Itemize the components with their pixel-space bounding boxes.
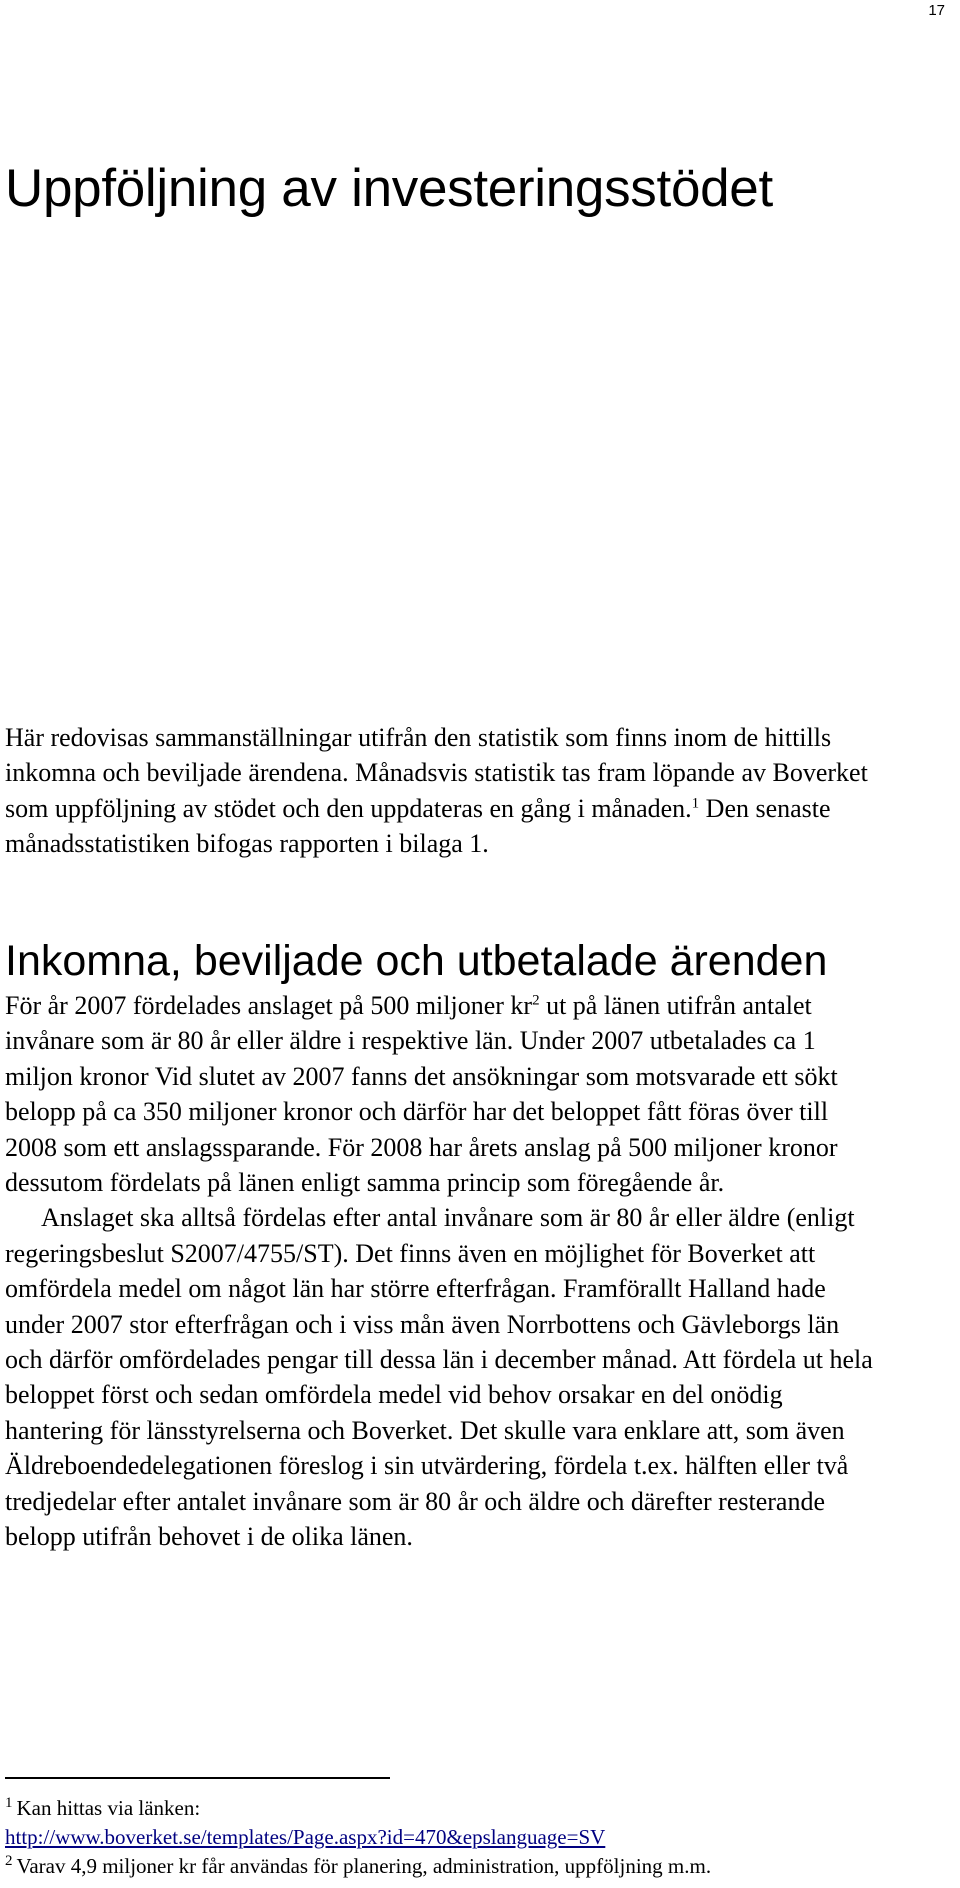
p1-text-before: För år 2007 fördelades anslaget på 500 miljoner kr: [5, 991, 533, 1020]
footnote-ref-2[interactable]: 2: [532, 992, 540, 1009]
body-paragraph-2: Anslaget ska alltså fördelas efter antal invånare som är 80 år eller äldre (enligt regeringsbeslut S2007/4755/ST). Det finns även en möjlighet för Boverket att omfördela medel om något län har större efterfrågan. Framförallt Halland hade under 2007 stor efterfrågan och i viss mån även Norrbottens och Gävleborgs län och därför omfördelades pengar till dessa län i december månad. Att fördela ut hela beloppet först och sedan omfördela medel vid behov orsakar en del onödig hantering för länsstyrelserna och Boverket. Det skulle vara enklare att, som även Äldreboendedelegationen föreslog i sin utvärdering, fördela t.ex. hälften eller två tredjedelar efter antalet invånare som är 80 år och äldre och därefter resterande belopp utifrån behovet i de olika länen.: [5, 1203, 873, 1552]
section-heading: Inkomna, beviljade och utbetalade ärenden: [5, 937, 828, 985]
page-number: 17: [928, 2, 945, 19]
footnote-1-mark: 1: [5, 1795, 13, 1811]
footnote-1: [5, 1794, 945, 1823]
page-title: Uppföljning av investeringsstödet: [5, 159, 773, 218]
intro-paragraph: [5, 720, 875, 862]
intro-text-after: Den senaste månadsstatistiken bifogas rapporten i bilaga 1.: [5, 793, 831, 859]
footnote-1-text: Kan hittas via länken:: [16, 1796, 201, 1820]
footnotes: [5, 1794, 945, 1881]
section-body: [5, 988, 875, 1555]
intro-text-before: Här redovisas sammanställningar utifrån den statistik som finns inom de hittills inkomna och beviljade ärendena. Månadsvis statistik tas fram löpande av Boverket som uppföljning av stödet och den uppdateras en gång i månaden.: [5, 723, 868, 823]
boverket-link[interactable]: http://www.boverket.se/templates/Page.aspx?id=470&epslanguage=SV: [5, 1825, 606, 1849]
body-paragraph-1: [5, 988, 875, 1200]
footnote-1-link-line: [5, 1823, 945, 1852]
p1-text-after: ut på länen utifrån antalet invånare som är 80 år eller äldre i respektive län. Under 2007 utbetalades ca 1 miljon kronor Vid slutet av 2007 fanns det ansökningar som motsvarade ett sökt belopp på ca 350 miljoner kronor och därför har det beloppet fått föras över till 2008 som ett anslagssparande. För 2008 har årets anslag på 500 miljoner kronor dessutom fördelats på länen enligt samma princip som föregående år.: [5, 991, 838, 1198]
footnote-2: [5, 1852, 945, 1881]
footnote-ref-1[interactable]: 1: [691, 795, 700, 812]
footnote-2-text: Varav 4,9 miljoner kr får användas för planering, administration, uppföljning m.m.: [16, 1854, 712, 1878]
footnote-separator: [5, 1777, 390, 1779]
footnote-2-mark: 2: [5, 1853, 13, 1869]
